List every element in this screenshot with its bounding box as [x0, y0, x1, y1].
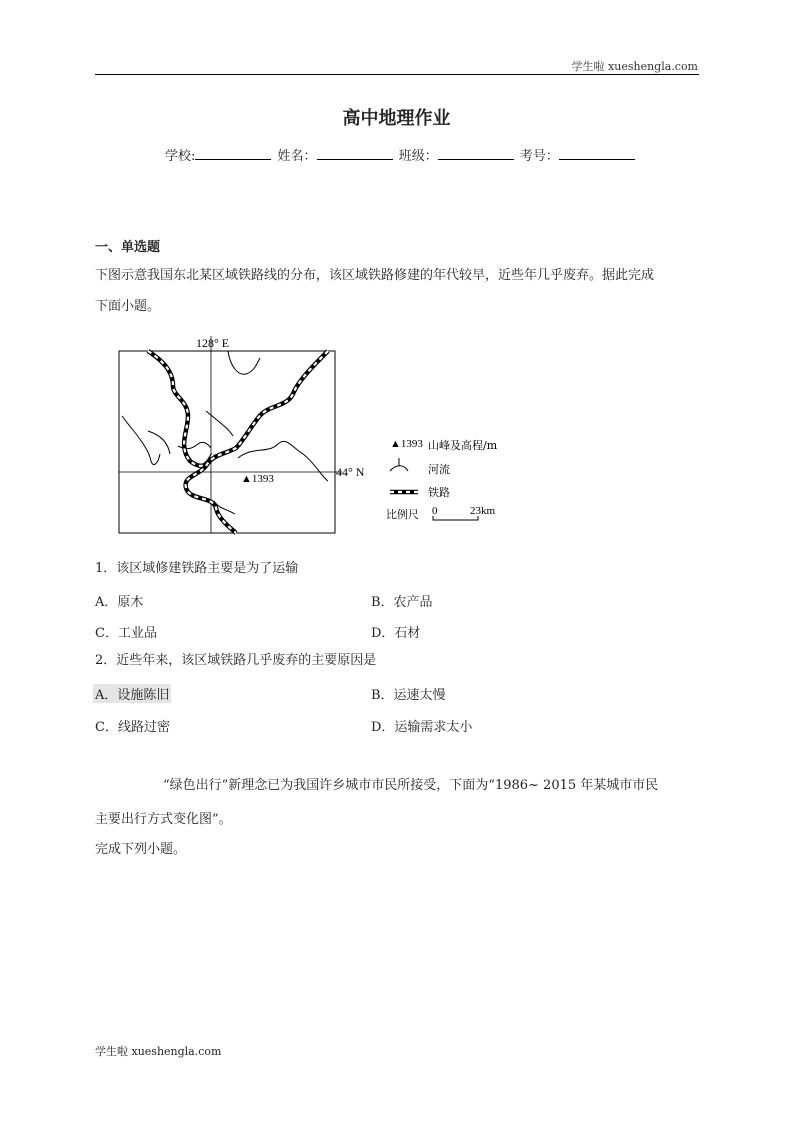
legend-river-symbol	[390, 458, 408, 471]
peak-label: ▲1393	[241, 473, 274, 485]
q1-option-d[interactable]: D．石材	[371, 626, 421, 641]
q1-option-b[interactable]: B．农产品	[371, 595, 433, 610]
legend-scale: 比例尺	[386, 508, 419, 521]
railway-map	[118, 336, 518, 536]
q1-stem: 1．该区域修建铁路主要是为了运输	[95, 561, 299, 576]
q1-option-a[interactable]: A．原木	[95, 595, 144, 610]
map-legend	[386, 438, 498, 521]
railway-1-dash	[148, 351, 213, 466]
railway-map-figure	[118, 336, 518, 536]
legend-rail: 铁路	[428, 486, 450, 499]
q2-option-a[interactable]: A．设施陈旧	[93, 684, 171, 703]
header-site: 学生啦 xueshengla.com	[571, 60, 698, 73]
name-label: 姓名：	[277, 149, 317, 164]
name-blank[interactable]	[317, 147, 393, 160]
lon-label: 128° E	[196, 336, 230, 350]
railway-2-dash	[186, 351, 328, 533]
q2-option-b[interactable]: B．运速太慢	[371, 688, 446, 703]
footer-site: 学生啦 xueshengla.com	[95, 1045, 222, 1058]
school-label: 学校:	[165, 149, 196, 164]
page-title: 高中地理作业	[342, 108, 451, 129]
river-2	[122, 416, 160, 465]
river-1	[228, 351, 260, 374]
legend-peak-desc: 山峰及高程/m	[428, 439, 498, 452]
legend-scale-zero: 0	[432, 505, 438, 517]
legend-peak: ▲1393	[390, 438, 423, 450]
intro-line-2: 下面小题。	[95, 299, 161, 314]
student-info-line	[165, 145, 637, 164]
section-heading: 一、单选题	[95, 240, 161, 255]
id-blank[interactable]	[559, 147, 635, 160]
school-blank[interactable]	[195, 147, 271, 160]
passage2-line-2: 主要出行方式变化图”。	[95, 812, 232, 827]
legend-scale-km: 23km	[470, 505, 496, 517]
railway-1	[148, 351, 213, 466]
rivers	[122, 351, 328, 514]
river-5	[206, 411, 233, 436]
q2-option-d[interactable]: D．运输需求太小	[371, 720, 473, 735]
q1-option-c[interactable]: C．工业品	[95, 626, 157, 641]
class-blank[interactable]	[438, 147, 514, 160]
header-divider	[95, 74, 699, 75]
id-label: 考号：	[519, 149, 559, 164]
passage2-line-1: “绿色出行”新理念已为我国许乡城市市民所接受，下面为“1986~ 2015 年某城市市民	[163, 778, 659, 793]
intro-line-1: 下图示意我国东北某区域铁路线的分布，该区域铁路修建的年代较早，近些年几乎废弃。据此完成	[95, 268, 655, 283]
railways	[148, 351, 328, 533]
passage2-line-3: 完成下列小题。	[95, 842, 187, 857]
lat-label: 44° N	[336, 465, 365, 479]
q2-stem: 2．近些年来，该区域铁路几乎废弃的主要原因是	[95, 653, 377, 668]
legend-river: 河流	[428, 463, 450, 476]
river-3	[148, 431, 170, 454]
railway-2	[186, 351, 328, 533]
q2-option-c[interactable]: C．线路过密	[95, 720, 170, 735]
class-label: 班级：	[398, 149, 438, 164]
